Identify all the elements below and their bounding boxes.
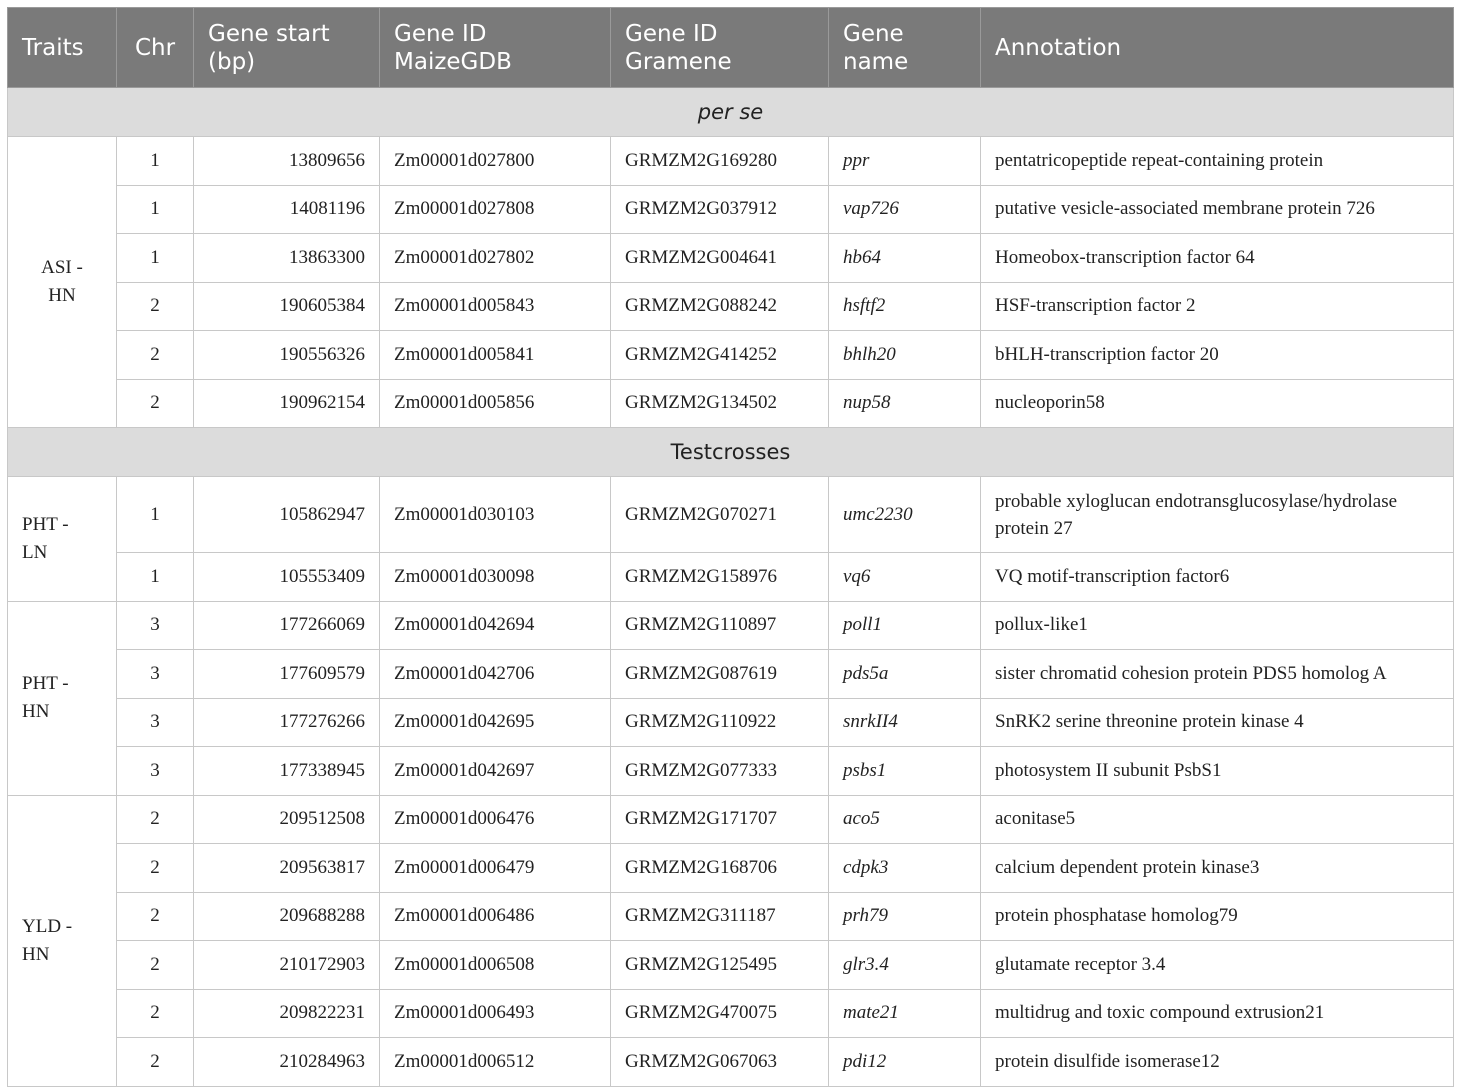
table-row (8, 941, 1454, 990)
table-row (8, 650, 1454, 699)
annotation-cell: nucleoporin58 (981, 379, 1454, 428)
chr-cell: 2 (117, 844, 194, 893)
gene-name-cell: hsftf2 (829, 282, 981, 331)
section-row-testcrosses (8, 428, 1454, 477)
gene-name-cell: psbs1 (829, 747, 981, 796)
gramene-id-cell: GRMZM2G171707 (611, 795, 829, 844)
gene-name-cell: pds5a (829, 650, 981, 699)
annotation-cell: VQ motif-transcription factor6 (981, 553, 1454, 602)
chr-cell: 2 (117, 1038, 194, 1087)
table-row (8, 989, 1454, 1038)
chr-cell: 1 (117, 477, 194, 553)
gramene-id-cell: GRMZM2G134502 (611, 379, 829, 428)
gramene-id-cell: GRMZM2G067063 (611, 1038, 829, 1087)
chr-cell: 2 (117, 282, 194, 331)
header-row (8, 8, 1454, 88)
table-row (8, 892, 1454, 941)
gene-start-cell: 209688288 (194, 892, 380, 941)
section-label: per se (8, 88, 1454, 137)
table-row (8, 234, 1454, 283)
gene-start-cell: 13809656 (194, 137, 380, 186)
trait-cell: PHT - LN (8, 477, 117, 602)
annotation-cell: protein disulfide isomerase12 (981, 1038, 1454, 1087)
trait-cell: PHT - HN (8, 601, 117, 795)
maizegdb-id-cell: Zm00001d006512 (380, 1038, 611, 1087)
annotation-cell: photosystem II subunit PsbS1 (981, 747, 1454, 796)
trait-cell: ASI - HN (8, 137, 117, 428)
maizegdb-id-cell: Zm00001d027800 (380, 137, 611, 186)
gramene-id-cell: GRMZM2G077333 (611, 747, 829, 796)
chr-cell: 1 (117, 137, 194, 186)
table-row (8, 601, 1454, 650)
gene-name-cell: vap726 (829, 185, 981, 234)
gene-name-cell: hb64 (829, 234, 981, 283)
gramene-id-cell: GRMZM2G169280 (611, 137, 829, 186)
maizegdb-id-cell: Zm00001d006479 (380, 844, 611, 893)
maizegdb-id-cell: Zm00001d042706 (380, 650, 611, 699)
gene-name-cell: glr3.4 (829, 941, 981, 990)
table-row (8, 185, 1454, 234)
table-row (8, 747, 1454, 796)
gene-start-cell: 210172903 (194, 941, 380, 990)
maizegdb-id-cell: Zm00001d006493 (380, 989, 611, 1038)
table-row (8, 844, 1454, 893)
maizegdb-id-cell: Zm00001d006486 (380, 892, 611, 941)
annotation-cell: pentatricopeptide repeat-containing protein (981, 137, 1454, 186)
maizegdb-id-cell: Zm00001d005856 (380, 379, 611, 428)
table-row (8, 282, 1454, 331)
gene-start-cell: 210284963 (194, 1038, 380, 1087)
gene-name-cell: aco5 (829, 795, 981, 844)
table-row (8, 137, 1454, 186)
maizegdb-id-cell: Zm00001d006508 (380, 941, 611, 990)
gramene-id-cell: GRMZM2G470075 (611, 989, 829, 1038)
annotation-cell: Homeobox-transcription factor 64 (981, 234, 1454, 283)
section-row-per-se (8, 88, 1454, 137)
chr-cell: 2 (117, 379, 194, 428)
gene-start-cell: 209512508 (194, 795, 380, 844)
gramene-id-cell: GRMZM2G168706 (611, 844, 829, 893)
gene-name-cell: snrkII4 (829, 698, 981, 747)
table-row (8, 331, 1454, 380)
gene-name-cell: nup58 (829, 379, 981, 428)
chr-cell: 3 (117, 601, 194, 650)
gene-start-cell: 177609579 (194, 650, 380, 699)
gene-start-cell: 105553409 (194, 553, 380, 602)
gene-name-cell: mate21 (829, 989, 981, 1038)
annotation-cell: pollux-like1 (981, 601, 1454, 650)
table-row (8, 698, 1454, 747)
gene-start-cell: 177266069 (194, 601, 380, 650)
gene-name-cell: poll1 (829, 601, 981, 650)
maizegdb-id-cell: Zm00001d042697 (380, 747, 611, 796)
annotation-cell: bHLH-transcription factor 20 (981, 331, 1454, 380)
gene-name-cell: pdi12 (829, 1038, 981, 1087)
annotation-cell: SnRK2 serine threonine protein kinase 4 (981, 698, 1454, 747)
maizegdb-id-cell: Zm00001d042694 (380, 601, 611, 650)
chr-cell: 3 (117, 747, 194, 796)
table-row (8, 795, 1454, 844)
header-gramene-id: Gene ID Gramene (611, 8, 829, 88)
gramene-id-cell: GRMZM2G037912 (611, 185, 829, 234)
chr-cell: 1 (117, 234, 194, 283)
table-row (8, 477, 1454, 553)
gene-table (7, 7, 1454, 1087)
annotation-cell: sister chromatid cohesion protein PDS5 homolog A (981, 650, 1454, 699)
gene-name-cell: vq6 (829, 553, 981, 602)
trait-cell: YLD - HN (8, 795, 117, 1086)
gene-name-cell: ppr (829, 137, 981, 186)
gramene-id-cell: GRMZM2G088242 (611, 282, 829, 331)
gene-start-cell: 105862947 (194, 477, 380, 553)
maizegdb-id-cell: Zm00001d027802 (380, 234, 611, 283)
maizegdb-id-cell: Zm00001d030103 (380, 477, 611, 553)
maizegdb-id-cell: Zm00001d006476 (380, 795, 611, 844)
annotation-cell: aconitase5 (981, 795, 1454, 844)
chr-cell: 2 (117, 989, 194, 1038)
annotation-cell: calcium dependent protein kinase3 (981, 844, 1454, 893)
gene-start-cell: 177338945 (194, 747, 380, 796)
gene-start-cell: 190605384 (194, 282, 380, 331)
gene-start-cell: 13863300 (194, 234, 380, 283)
chr-cell: 3 (117, 698, 194, 747)
annotation-cell: probable xyloglucan endotransglucosylase/hydrolase protein 27 (981, 477, 1454, 553)
maizegdb-id-cell: Zm00001d005841 (380, 331, 611, 380)
chr-cell: 1 (117, 185, 194, 234)
maizegdb-id-cell: Zm00001d030098 (380, 553, 611, 602)
maizegdb-id-cell: Zm00001d027808 (380, 185, 611, 234)
chr-cell: 2 (117, 892, 194, 941)
maizegdb-id-cell: Zm00001d042695 (380, 698, 611, 747)
gene-start-cell: 190556326 (194, 331, 380, 380)
gramene-id-cell: GRMZM2G311187 (611, 892, 829, 941)
chr-cell: 2 (117, 331, 194, 380)
table-row (8, 553, 1454, 602)
annotation-cell: protein phosphatase homolog79 (981, 892, 1454, 941)
gene-name-cell: prh79 (829, 892, 981, 941)
gramene-id-cell: GRMZM2G004641 (611, 234, 829, 283)
gene-name-cell: bhlh20 (829, 331, 981, 380)
maizegdb-id-cell: Zm00001d005843 (380, 282, 611, 331)
header-chr: Chr (117, 8, 194, 88)
section-label: Testcrosses (8, 428, 1454, 477)
table-row (8, 379, 1454, 428)
chr-cell: 2 (117, 795, 194, 844)
gene-start-cell: 209822231 (194, 989, 380, 1038)
gramene-id-cell: GRMZM2G125495 (611, 941, 829, 990)
header-traits: Traits (8, 8, 117, 88)
gramene-id-cell: GRMZM2G414252 (611, 331, 829, 380)
gramene-id-cell: GRMZM2G110897 (611, 601, 829, 650)
chr-cell: 1 (117, 553, 194, 602)
gramene-id-cell: GRMZM2G110922 (611, 698, 829, 747)
annotation-cell: multidrug and toxic compound extrusion21 (981, 989, 1454, 1038)
chr-cell: 2 (117, 941, 194, 990)
gene-start-cell: 14081196 (194, 185, 380, 234)
header-annotation: Annotation (981, 8, 1454, 88)
header-maizegdb-id: Gene ID MaizeGDB (380, 8, 611, 88)
header-gene-start: Gene start (bp) (194, 8, 380, 88)
gene-start-cell: 190962154 (194, 379, 380, 428)
gene-name-cell: cdpk3 (829, 844, 981, 893)
table-row (8, 1038, 1454, 1087)
gene-start-cell: 209563817 (194, 844, 380, 893)
gramene-id-cell: GRMZM2G158976 (611, 553, 829, 602)
annotation-cell: glutamate receptor 3.4 (981, 941, 1454, 990)
gramene-id-cell: GRMZM2G070271 (611, 477, 829, 553)
header-gene-name: Gene name (829, 8, 981, 88)
gramene-id-cell: GRMZM2G087619 (611, 650, 829, 699)
gene-name-cell: umc2230 (829, 477, 981, 553)
chr-cell: 3 (117, 650, 194, 699)
annotation-cell: HSF-transcription factor 2 (981, 282, 1454, 331)
annotation-cell: putative vesicle-associated membrane protein 726 (981, 185, 1454, 234)
gene-start-cell: 177276266 (194, 698, 380, 747)
